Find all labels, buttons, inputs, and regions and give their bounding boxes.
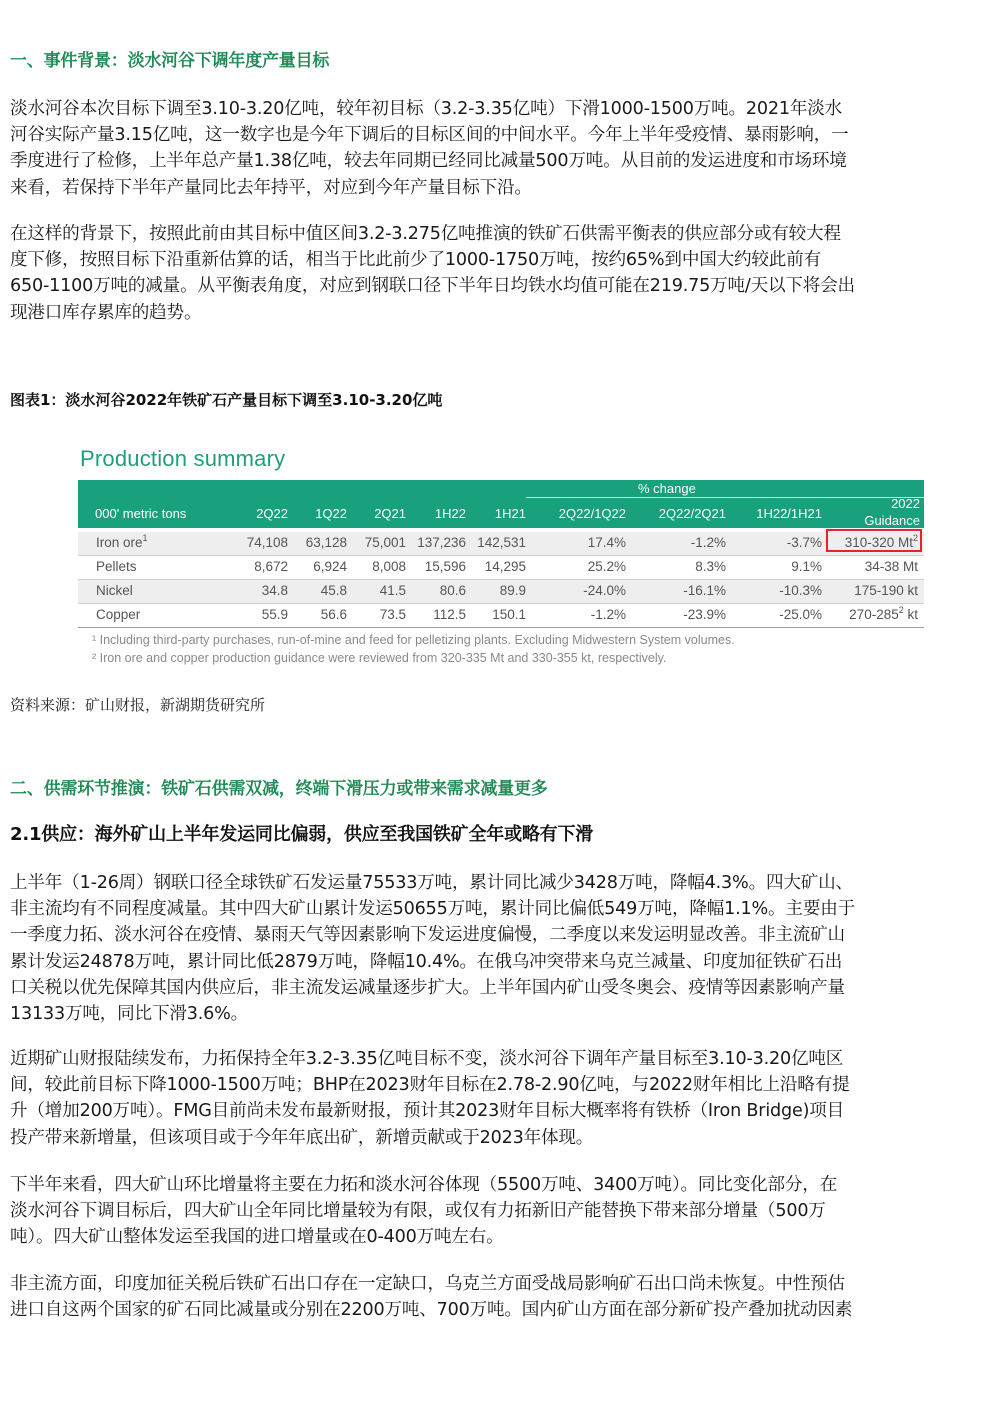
text-line: 度下修，按照目标下沿重新估算的话，相当于比此前少了1000-1750万吨，按约65%到中国大约较此前有 xyxy=(10,250,821,271)
table-cell: 55.9 xyxy=(261,607,288,622)
section1-paragraph-1 xyxy=(10,96,986,201)
col-header: 2Q22/1Q22 xyxy=(558,506,626,521)
footnote-2: ² Iron ore and copper production guidance were reviewed from 320-335 Mt and 330-355 kt, respectively. xyxy=(92,651,667,665)
col-header: 1H21 xyxy=(494,506,526,521)
table-cell: 73.5 xyxy=(379,607,406,622)
guidance-cell: 310-320 Mt$^2$ xyxy=(844,533,918,550)
table-cell: 142,531 xyxy=(477,535,526,550)
text-line: 来看，若保持下半年产量同比去年持平，对应到今年产量目标下沿。 xyxy=(10,177,532,198)
table-cell: 63,128 xyxy=(305,535,347,550)
text-line: 间，较此前目标下降1000-1500万吨；BHP在2023财年目标在2.78-2.90亿吨，与2022财年相比上沿略有提 xyxy=(10,1075,850,1096)
text-line: 下半年来看，四大矿山环比增量将主要在力拓和淡水河谷体现（5500万吨、3400万吨）。同比变化部分，在 xyxy=(10,1175,838,1195)
table-cell: 56.6 xyxy=(320,607,347,622)
section2-paragraph-3 xyxy=(10,1172,986,1251)
text-line: 13133万吨，同比下滑3.6%。 xyxy=(10,1003,249,1024)
table-row xyxy=(78,556,924,579)
col-header: 2Q22 xyxy=(256,506,288,521)
table-cell: 112.5 xyxy=(433,607,466,622)
guidance-cell: 34-38 Mt xyxy=(864,559,918,574)
table-cell: 17.4% xyxy=(587,535,626,550)
text-line: 淡水河谷本次目标下调至3.10-3.20亿吨，较年初目标（3.2-3.35亿吨）下滑1000-1500万吨。2021年淡水 xyxy=(10,99,843,119)
table-cell: -23.9% xyxy=(683,607,726,622)
col-header: 2Q22/2Q21 xyxy=(658,506,726,521)
unit-header: 000' metric tons xyxy=(95,506,187,521)
table-cell: -10.3% xyxy=(779,583,822,598)
table-cell: -24.0% xyxy=(583,583,626,598)
text-line: 上半年（1-26周）钢联口径全球铁矿石发运量75533万吨，累计同比减少3428万吨，降幅4.3%。四大矿山、 xyxy=(10,873,853,893)
col-header: 2Q21 xyxy=(374,506,406,521)
text-line: 季度进行了检修，上半年总产量1.38亿吨，较去年同期已经同比减量500万吨。从目前的发运进度和市场环境 xyxy=(10,151,847,172)
text-line: 口关税以优先保障其国内供应后，非主流发运减量逐步扩大。上半年国内矿山受冬奥会、疫情等因素影响产量 xyxy=(10,977,845,998)
text-line: 河谷实际产量3.15亿吨，这一数字也是今年下调后的目标区间的中间水平。今年上半年受疫情、暴雨影响，一 xyxy=(10,125,849,146)
text-line: 累计发运24878万吨，累计同比低2879万吨，降幅10.4%。在俄乌冲突带来乌克兰减量、印度加征铁矿石出 xyxy=(10,951,843,972)
text-line: 650-1100万吨的减量。从平衡表角度，对应到钢联口径下半年日均铁水均值可能在219.75万吨/天以下将会出 xyxy=(10,276,855,297)
text-line: 在这样的背景下，按照此前由其目标中值区间3.2-3.275亿吨推演的铁矿石供需平衡表的供应部分或有较大程 xyxy=(10,224,841,244)
text-line: 非主流均有不同程度减量。其中四大矿山累计发运50655万吨，累计同比偏低549万吨，降幅1.1%。主要由于 xyxy=(10,899,855,920)
section2-subheading: 2.1供应：海外矿山上半年发运同比偏弱，供应至我国铁矿全年或略有下滑 xyxy=(10,824,594,845)
text-line: 投产带来新增量，但该项目或于今年年底出矿，新增贡献或于2023年体现。 xyxy=(10,1127,594,1148)
figure-caption: 图表1：淡水河谷2022年铁矿石产量目标下调至3.10-3.20亿吨 xyxy=(10,391,443,409)
table-cell: 150.1 xyxy=(492,607,526,622)
row-label: Copper xyxy=(96,607,141,622)
text-line: 近期矿山财报陆续发布，力拓保持全年3.2-3.35亿吨目标不变，淡水河谷下调年产量目标至3.10-3.20亿吨区 xyxy=(10,1049,844,1069)
table-cell: -25.0% xyxy=(779,607,822,622)
col-header: 1H22/1H21 xyxy=(756,506,822,521)
text-line: 吨）。四大矿山整体发运至我国的进口增量或在0-400万吨左右。 xyxy=(10,1227,504,1248)
table-row xyxy=(78,580,924,603)
row-label: Pellets xyxy=(96,559,137,574)
col-header: 1H22 xyxy=(434,506,466,521)
pct-change-header: % change xyxy=(638,481,696,496)
text-line: 现港口库存累库的趋势。 xyxy=(10,302,202,323)
text-line: 非主流方面，印度加征关税后铁矿石出口存在一定缺口，乌克兰方面受战局影响矿石出口尚未恢复。中性预估 xyxy=(10,1274,845,1294)
figure-title: Production summary xyxy=(80,446,286,471)
header-divider xyxy=(526,497,924,498)
table-row xyxy=(78,604,924,627)
table-cell: 8.3% xyxy=(695,559,726,574)
table-row xyxy=(78,532,924,555)
table-cell: -16.1% xyxy=(683,583,726,598)
figure-source: 资料来源：矿山财报，新湖期货研究所 xyxy=(10,696,266,714)
table-cell: 8,008 xyxy=(372,559,406,574)
section2-heading: 二、供需环节推演：铁矿石供需双减，终端下滑压力或带来需求减量更多 xyxy=(10,779,548,799)
section2-paragraph-4 xyxy=(10,1271,986,1323)
table-cell: 8,672 xyxy=(254,559,288,574)
table-cell: 137,236 xyxy=(417,535,466,550)
section1-paragraph-2 xyxy=(10,221,986,326)
table-cell: -1.2% xyxy=(590,607,626,622)
text-line: 淡水河谷下调目标后，四大矿山全年同比增量较为有限，或仅有力拓新旧产能替换下带来部分增量（500万 xyxy=(10,1201,826,1222)
table-cell: 34.8 xyxy=(261,583,288,598)
table-cell: 41.5 xyxy=(379,583,406,598)
text-line: 进口自这两个国家的矿石同比减量或分别在2200万吨、700万吨。国内矿山方面在部分新矿投产叠加扰动因素 xyxy=(10,1300,853,1321)
row-label: Iron ore$^1$ xyxy=(96,533,148,550)
table-cell: 75,001 xyxy=(364,535,406,550)
text-line: 升（增加200万吨）。FMG目前尚未发布最新财报，预计其2023财年目标大概率将有铁桥（Iron Bridge)项目 xyxy=(10,1101,845,1122)
col-header: 1Q22 xyxy=(315,506,347,521)
table-cell: 25.2% xyxy=(587,559,626,574)
table-bottom-rule xyxy=(78,627,924,628)
table-cell: 45.8 xyxy=(320,583,347,598)
guidance-cell: 175-190 kt xyxy=(854,583,918,598)
guidance-header-label: Guidance xyxy=(864,513,920,528)
text-line: 一季度力拓、淡水河谷在疫情、暴雨天气等因素影响下发运进度偏慢，二季度以来发运明显改善。非主流矿山 xyxy=(10,925,845,946)
row-label: Nickel xyxy=(96,583,133,598)
guidance-header-year: 2022 xyxy=(891,496,920,511)
table-cell: 89.9 xyxy=(499,583,526,598)
table-cell: 74,108 xyxy=(246,535,288,550)
table-cell: -1.2% xyxy=(690,535,726,550)
table-cell: 9.1% xyxy=(791,559,822,574)
table-cell: 80.6 xyxy=(439,583,466,598)
production-summary-figure xyxy=(78,444,924,670)
footnote-1: ¹ Including third-party purchases, run-of-mine and feed for pelletizing plants. Excluding Midwestern System volumes. xyxy=(92,633,735,647)
table-cell: 15,596 xyxy=(424,559,466,574)
table-header xyxy=(78,480,924,528)
table-cell: 14,295 xyxy=(484,559,526,574)
section2-paragraph-1 xyxy=(10,870,986,1027)
table-cell: -3.7% xyxy=(786,535,822,550)
highlight-box xyxy=(826,529,922,552)
section2-paragraph-2 xyxy=(10,1046,986,1151)
table-cell: 6,924 xyxy=(313,559,347,574)
guidance-cell: $270-285^2$ kt xyxy=(849,605,918,622)
section1-heading: 一、事件背景：淡水河谷下调年度产量目标 xyxy=(10,51,330,71)
